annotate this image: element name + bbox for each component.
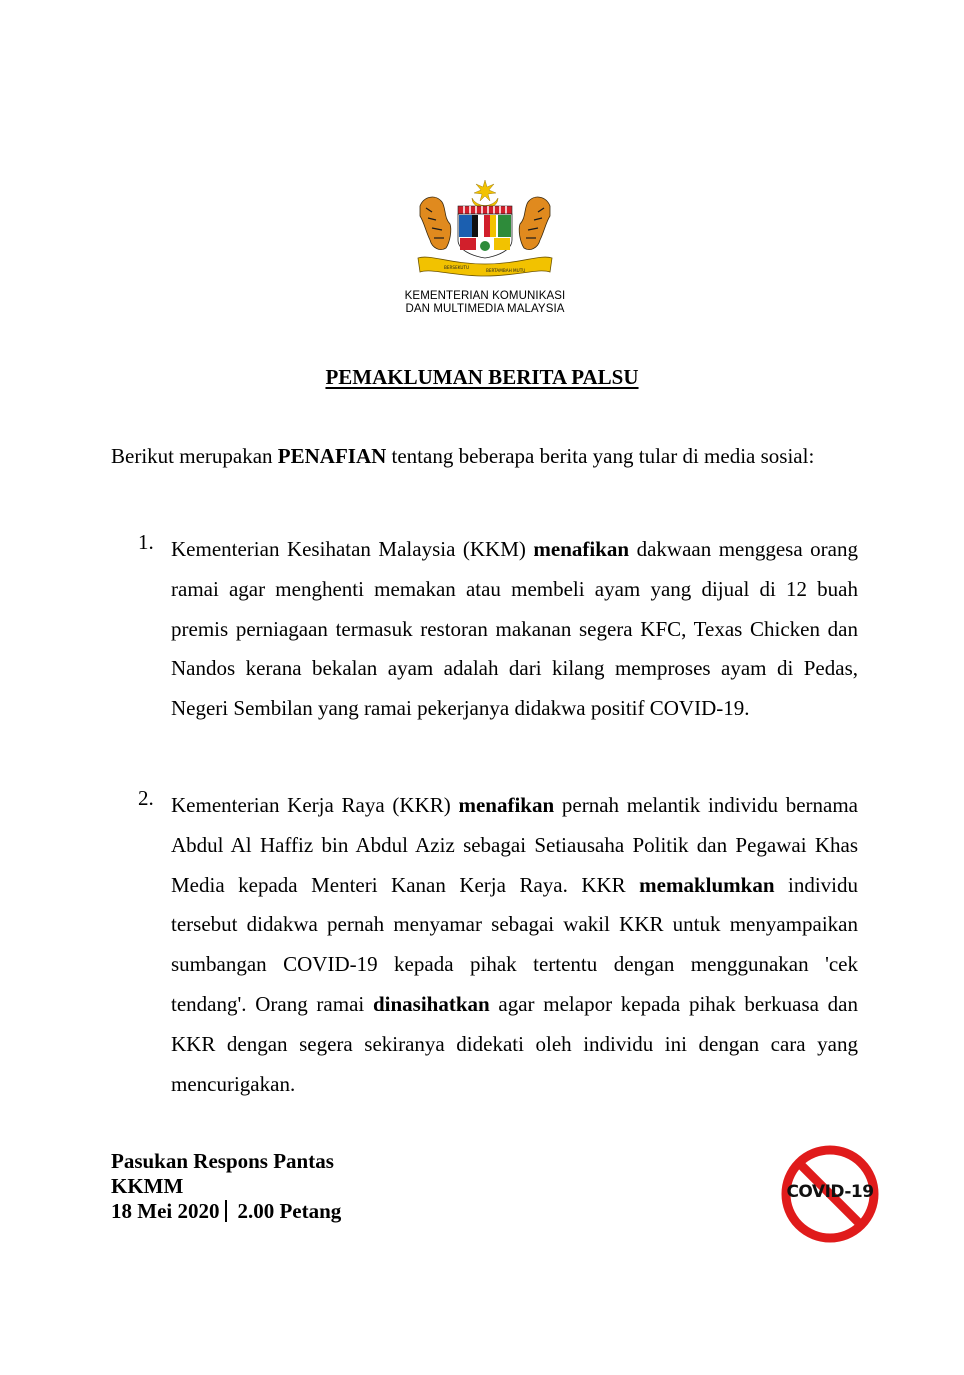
signature-time: 2.00 Petang: [237, 1199, 342, 1223]
bold-menafikan: menafikan: [533, 537, 630, 561]
ministry-name-line2: DAN MULTIMEDIA MALAYSIA: [405, 303, 565, 315]
list-item-number: 1.: [138, 530, 154, 554]
document-title: PEMAKLUMAN BERITA PALSU: [325, 365, 639, 389]
bold-dinasihatkan: dinasihatkan: [372, 991, 490, 1016]
signature-datetime: [111, 1199, 341, 1224]
signature-block: [111, 1149, 341, 1224]
coat-of-arms-icon: [410, 178, 560, 278]
signature-date: 18 Mei 2020: [111, 1199, 220, 1223]
bold-memaklumkan: memaklumkan: [639, 872, 775, 897]
svg-text:BERTAMBAH MUTU: BERTAMBAH MUTU: [486, 268, 526, 273]
coat-of-arms-logo: [410, 178, 560, 278]
list-item-text: Kementerian Kesihatan Malaysia (KKM) menafikan dakwaan menggesa orang ramai agar menghenti memakan atau membeli ayam yang dijual di 12 buah premis perniagaan termasuk restoran makanan segera KFC, Texas Chicken dan Nandos kerana bekalan ayam adalah dari kilang memproses ayam di Pedas, Negeri Sembilan yang ramai pekerjanya didakwa positif COVID-19.: [171, 537, 858, 721]
list-item-number: 2.: [138, 786, 154, 810]
intro-paragraph: Berikut merupakan PENAFIAN tentang beberapa berita yang tular di media sosial:: [111, 444, 815, 468]
svg-text:BERSEKUTU: BERSEKUTU: [444, 265, 470, 270]
ministry-name: [400, 290, 570, 316]
divider: [225, 1200, 227, 1222]
no-covid-19-label: COVID-19: [786, 1182, 874, 1202]
bold-menafikan: menafikan: [458, 793, 555, 817]
signature-org: KKMM: [111, 1174, 184, 1198]
signature-team: Pasukan Respons Pantas: [111, 1149, 334, 1173]
intro-bold-penafian: PENAFIAN: [277, 444, 387, 468]
ministry-name-line1: KEMENTERIAN KOMUNIKASI: [404, 290, 566, 302]
list-item-text: Kementerian Kerja Raya (KKR) menafikan pernah melantik individu bernama Abdul Al Haffiz bin Abdul Aziz sebagai Setiausaha Politik dan Pegawai Khas Media kepada Menteri Kanan Kerja Raya. KKR memaklumkan individu tersebut didakwa pernah menyamar sebagai wakil KKR untuk menyampaikan sumbangan COVID-19 kepada pihak tertentu dengan menggunakan 'cek tendang'. Orang ramai dinasihatkan agar melapor kepada pihak berkuasa dan KKR dengan segera sekiranya didekati oleh individu ini dengan cara yang mencurigakan.: [171, 793, 859, 1096]
